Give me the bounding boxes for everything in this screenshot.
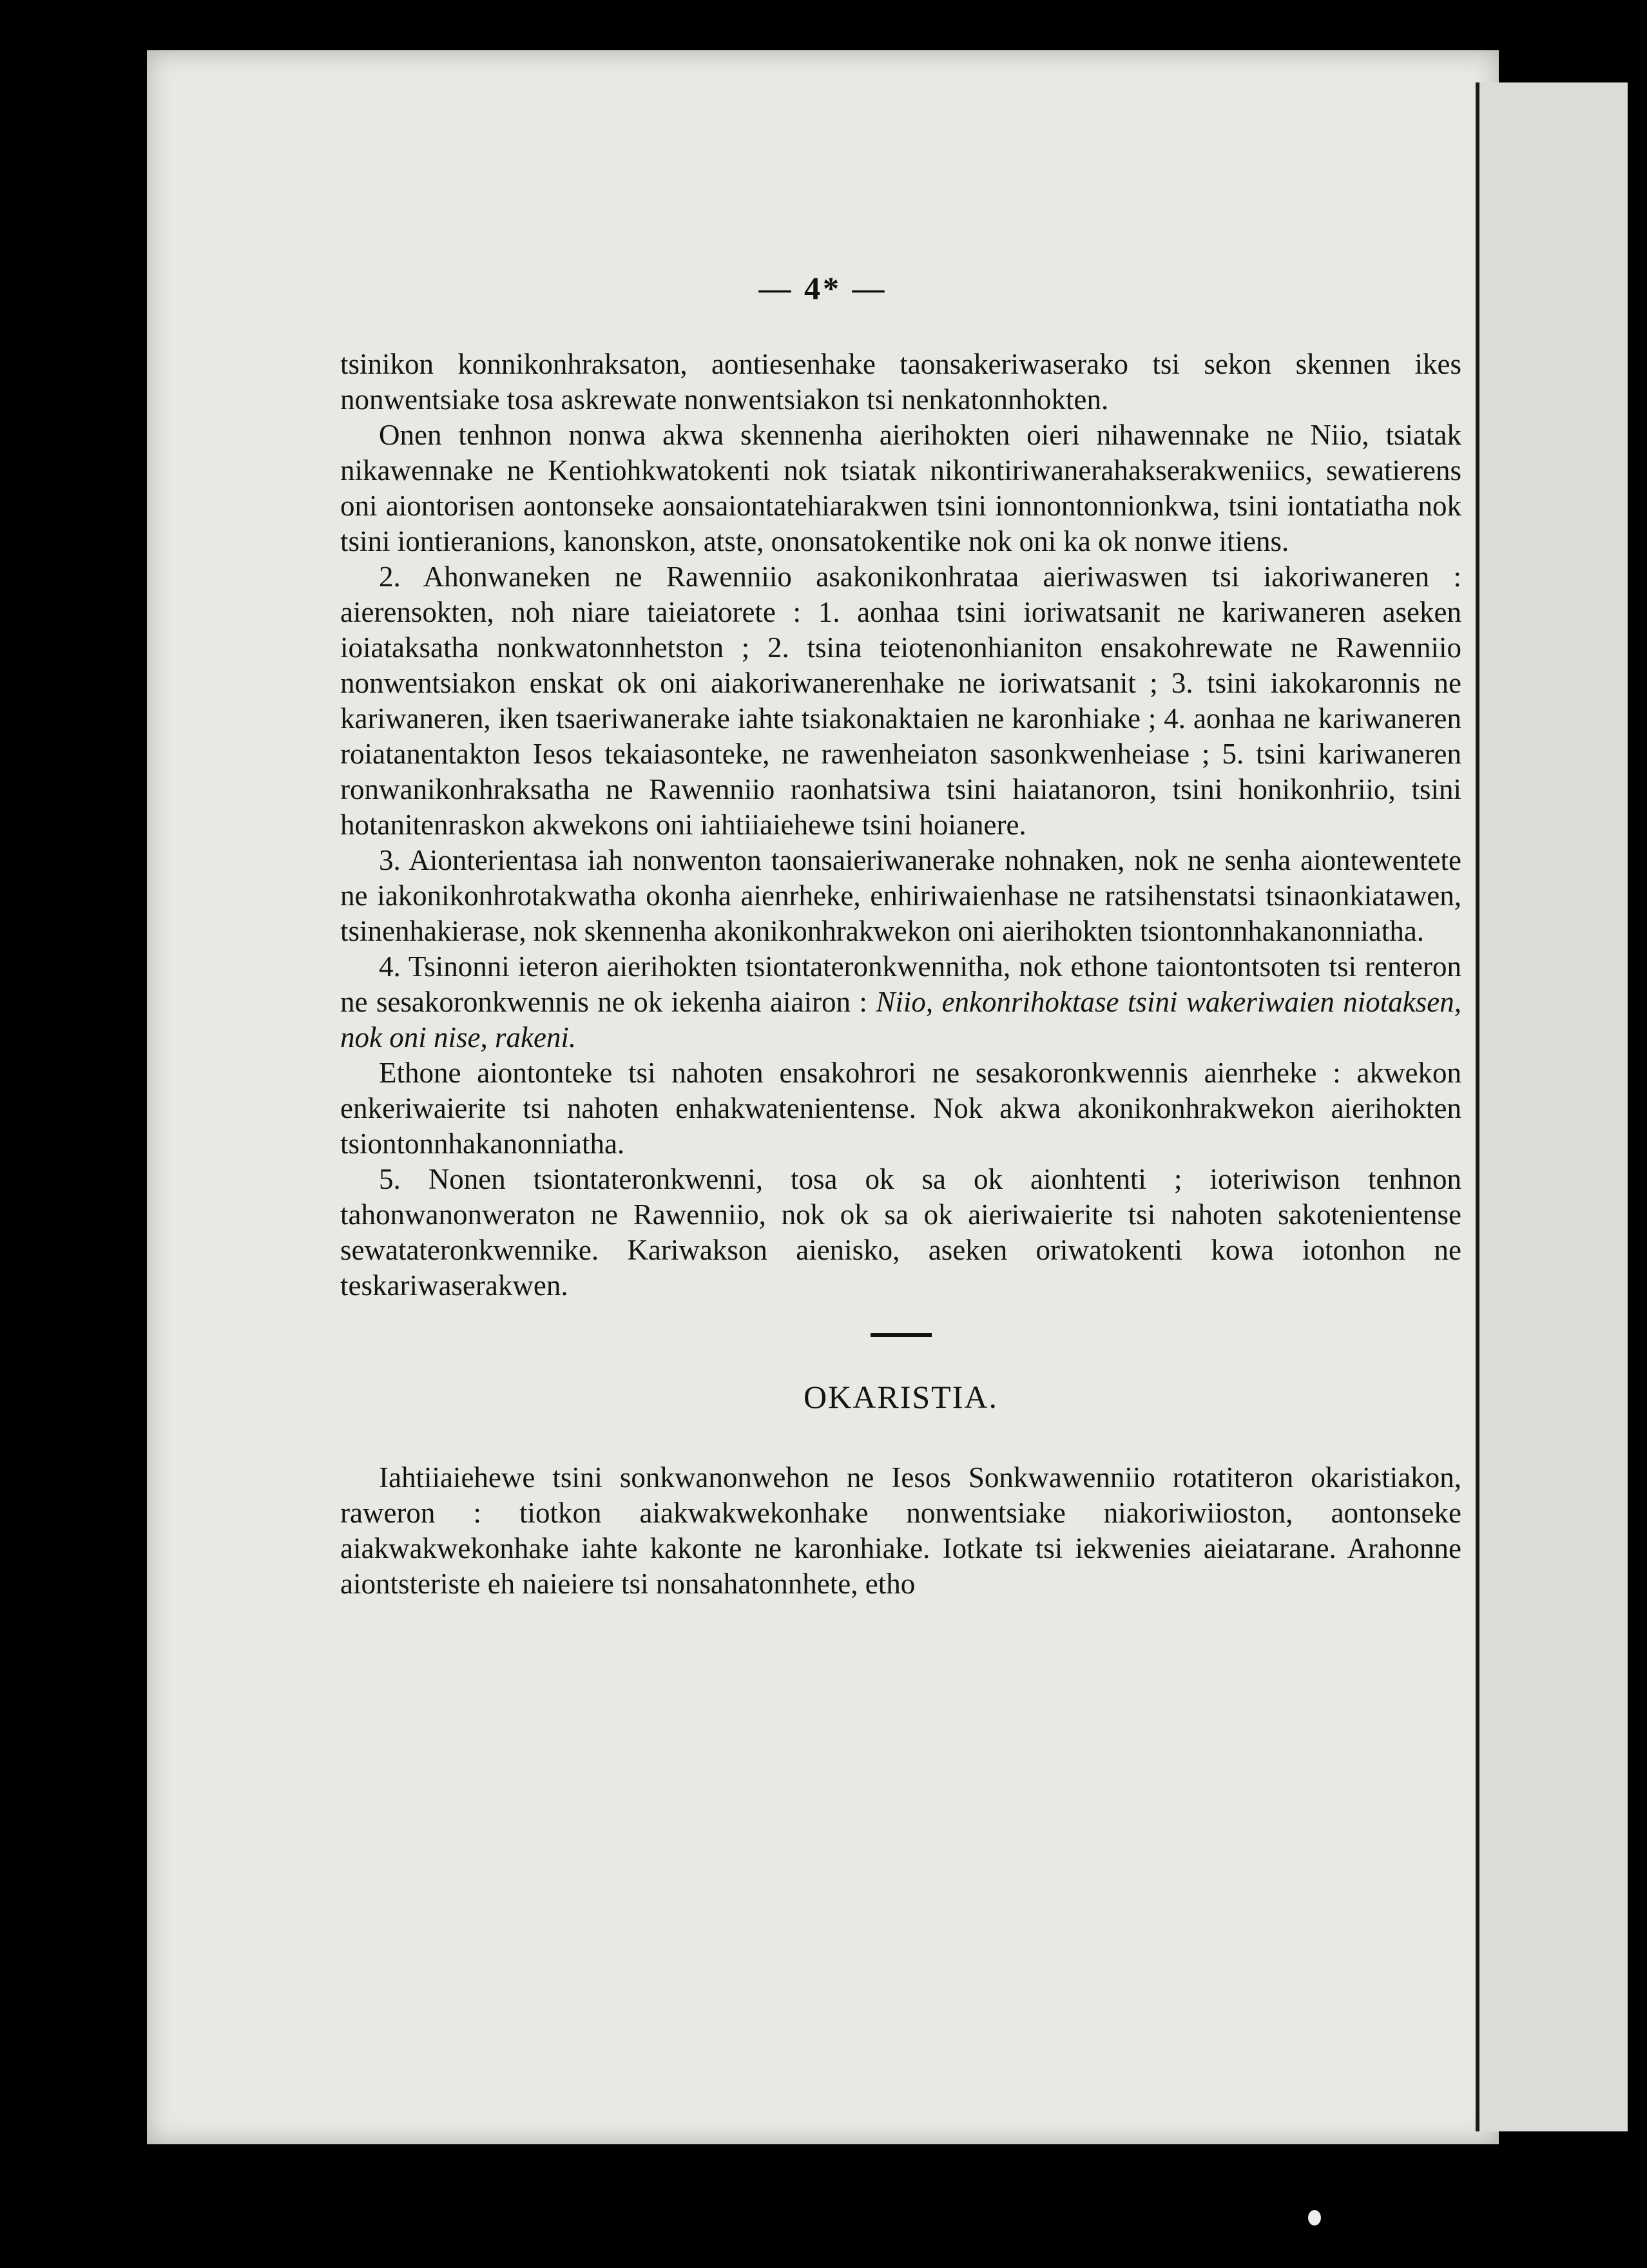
paragraph-2: Onen tenhnon nonwa akwa skennenha aierihokten oieri nihawennake ne Niio, tsiatak nikawennake ne Kentiohkwatokenti nok tsiatak nikontiriwanerahakserakweniics, sewatierens oni aiontorisen aontonseke aonsaiontatehiarakwen tsini ionnontonnionkwa, tsini iontatiatha nok tsini iontieranions, kanonskon, atste, ononsatokentike nok oni ka ok nonwe itiens. <box>340 419 1461 557</box>
italic-quote: Niio, enkonrihoktase tsini wakeriwaien niotaksen, nok oni nise, rakeni. <box>340 986 1462 1053</box>
book-page <box>147 50 1499 2144</box>
adjacent-page-edge <box>1476 82 1628 2131</box>
paragraph-5-text: 4. Tsinonni ieteron aierihokten tsiontateronkwennitha, nok ethone taiontontsoten tsi renteron ne sesakoronkwennis ne ok iekenha aiairon : <box>340 950 1461 1018</box>
paragraph-6: Ethone aiontonteke tsi nahoten ensakohrori ne sesakoronkwennis aienrheke : akwekon enkeriwaierite tsi nahoten enhakwatenientense. Nok akwa akonikonhrakwekon aierihokten tsiontonnhakanonniatha. <box>340 1057 1461 1160</box>
film-speck <box>1308 2210 1321 2225</box>
paragraph-4: 3. Aionterientasa iah nonwenton taonsaieriwanerake nohnaken, nok ne senha aiontewentete ne iakonikonhrotakwatha okonha aienrheke, enhiriwaienhase ne ratsihenstatsi tsinaonkiatawen, tsinenhakierase, nok skennenha akonikonhrakwekon oni aierihokten tsiontonnhakanonniatha. <box>340 844 1461 947</box>
paragraph-7: 5. Nonen tsiontateronkwenni, tosa ok sa ok aionhtenti ; ioteriwison tenhnon tahonwanonweraton ne Rawenniio, nok ok sa ok aieriwaierite tsi nahoten sakotenientense sewatateronkwennike. Kariwakson aienisko, aseken oriwatokenti kowa iotonhon ne teskariwaserakwen. <box>340 1163 1461 1302</box>
paragraph-1: tsinikon konnikonhraksaton, aontiesenhake taonsakeriwaserako tsi sekon skennen ikes nonwentsiake tosa askrewate nonwentsiakon tsi nenkatonnhokten. <box>340 348 1461 416</box>
section-paragraph: Iahtiiaiehewe tsini sonkwanonwehon ne Iesos Sonkwawenniio rotatiteron okaristiakon, raweron : tiotkon aiakwakwekonhake nonwentsiake niakoriwiioston, aontonseke aiakwakwekonhake iahte kakonte ne karonhiake. Iotkate tsi iekwenies aieiatarane. Arahonne aiontsteriste eh naieiere tsi nonsahatonnhete, etho <box>340 1461 1461 1600</box>
section-heading: OKARISTIA. <box>804 1379 998 1415</box>
body-text <box>340 347 1461 1602</box>
film-speck <box>64 62 76 73</box>
paragraph-3: 2. Ahonwaneken ne Rawenniio asakonikonhrataa aieriwaswen tsi iakoriwaneren : aierensokten, noh niare taieiatorete : 1. aonhaa tsini ioriwatsanit ne kariwaneren aseken ioiataksatha nonkwatonnhetston ; 2. tsina teiotenonhianiton ensakohrewate ne Rawenniio nonwentsiakon enskat ok oni aiakoriwanerenhake ne ioriwatsanit ; 3. tsini iakokaronnis ne kariwaneren, iken tsaeriwanerake iahte tsiakonaktaien ne karonhiake ; 4. aonhaa ne kariwaneren roiatanentakton Iesos tekaiasonteke, ne rawenheiaton sasonkwenheiase ; 5. tsini kariwaneren ronwanikonhraksatha ne Rawenniio raonhatsiwa tsini haiatanoron, tsini honikonhriio, tsini hotanitenraskon akwekons oni iahtiiaiehewe tsini hoianere. <box>340 561 1461 841</box>
page-number: — 4* — <box>758 270 887 306</box>
paragraph-5 <box>340 949 1461 1055</box>
section-divider <box>871 1333 932 1337</box>
